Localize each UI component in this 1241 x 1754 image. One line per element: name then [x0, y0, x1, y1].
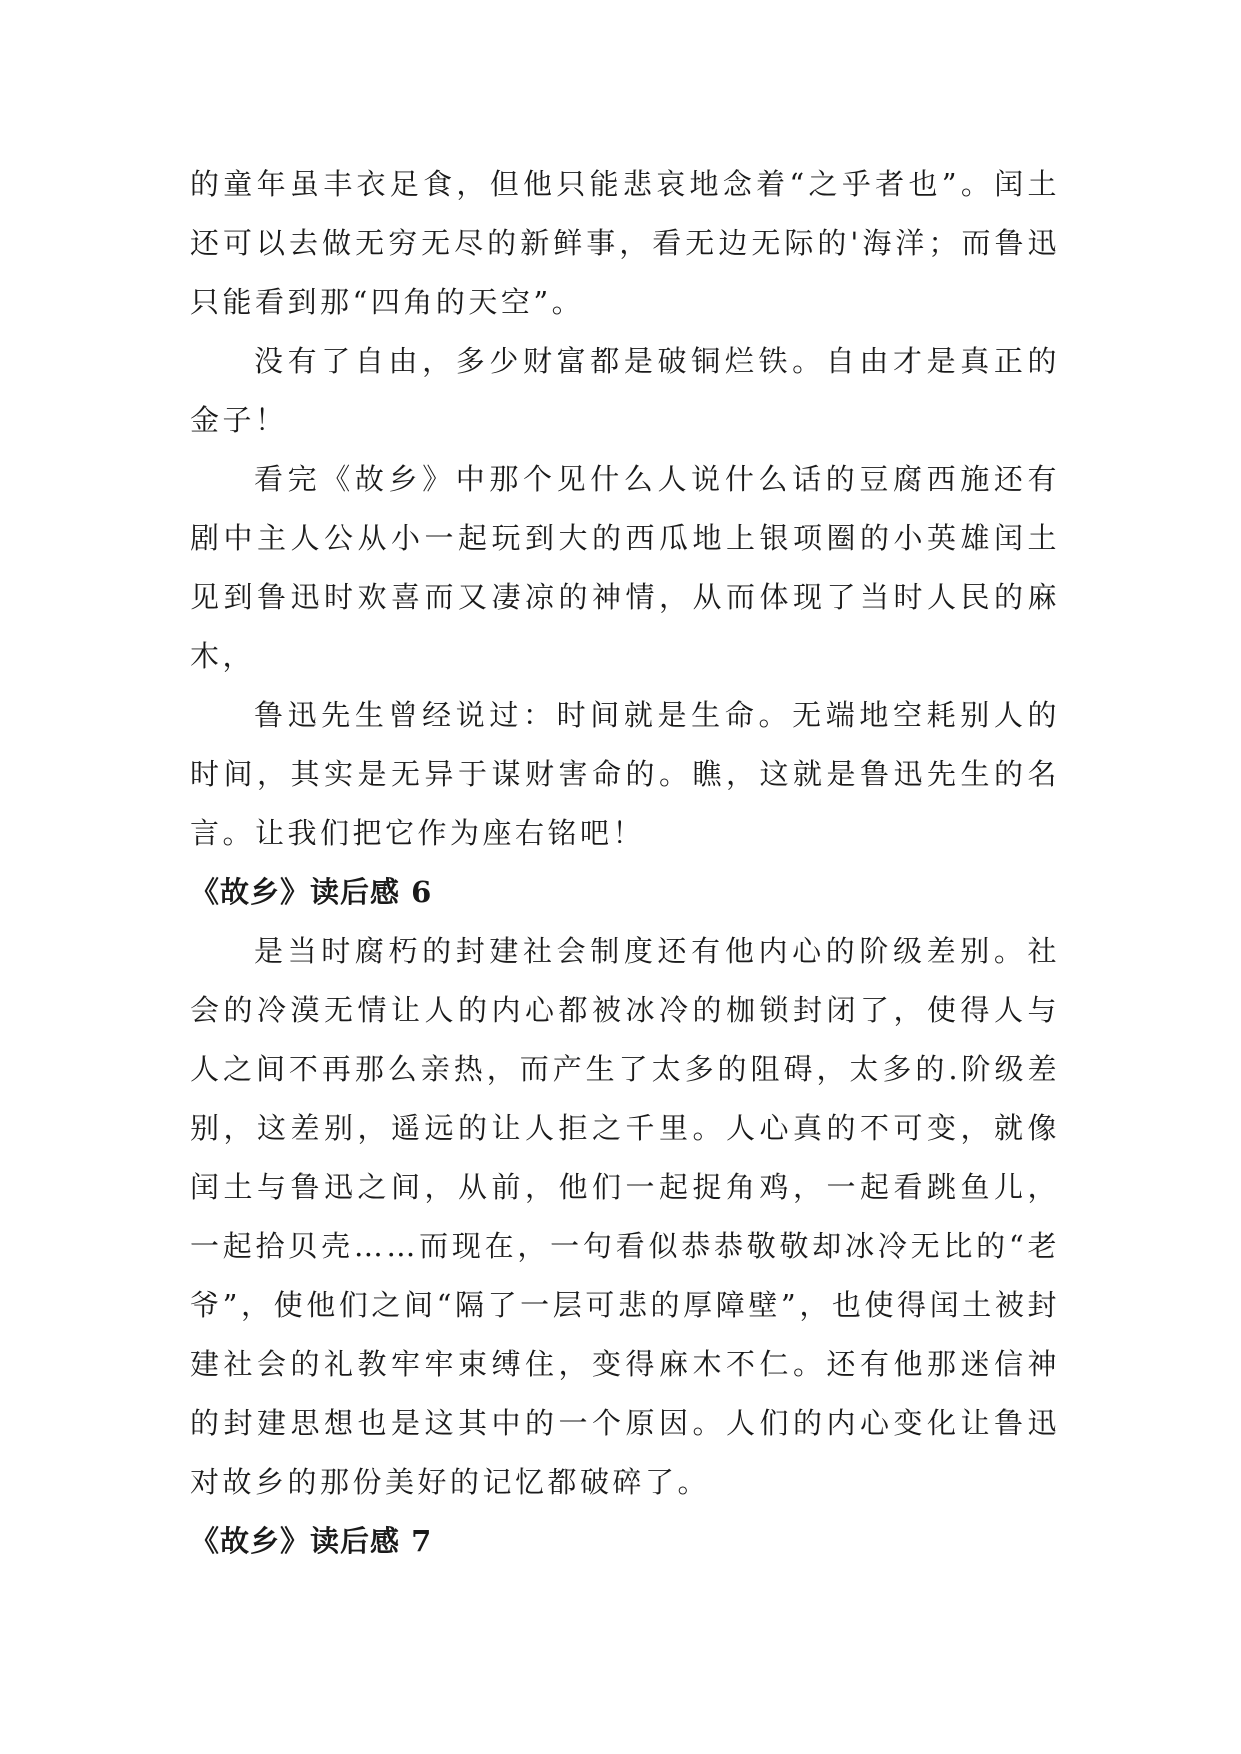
paragraph-3: 看完《故乡》中那个见什么人说什么话的豆腐西施还有剧中主人公从小一起玩到大的西瓜地上银项圈的小英雄闰土见到鲁迅时欢喜而又凄凉的神情，从而体现了当时人民的麻木，: [190, 462, 1060, 673]
paragraph-5: 是当时腐朽的封建社会制度还有他内心的阶级差别。社会的冷漠无情让人的内心都被冰冷的枷锁封闭了，使得人与人之间不再那么亲热，而产生了太多的阻碍，太多的.阶级差别，这差别，遥远的让人拒之千里。人心真的不可变，就像闰土与鲁迅之间，从前，他们一起捉角鸡，一起看跳鱼儿，一起拾贝壳……而现在，一句看似恭恭敬敬却冰冷无比的“老爷”，使他们之间“隔了一层可悲的厚障壁”，也使得闰土被封建社会的礼教牢牢束缚住，变得麻木不仁。还有他那迷信神的封建思想也是这其中的一个原因。人们的内心变化让鲁迅对故乡的那份美好的记忆都破碎了。: [190, 934, 1060, 1499]
section-heading-6: 《故乡》读后感 6: [190, 875, 433, 909]
paragraph-1: 的童年虽丰衣足食，但他只能悲哀地念着“之乎者也”。闰土还可以去做无穷无尽的新鲜事，看无边无际的'海洋；而鲁迅只能看到那“四角的天空”。: [190, 167, 1060, 319]
section-heading-7: 《故乡》读后感 7: [190, 1524, 433, 1558]
paragraph-2: 没有了自由，多少财富都是破铜烂铁。自由才是真正的金子！: [190, 344, 1060, 437]
paragraph-4: 鲁迅先生曾经说过：时间就是生命。无端地空耗别人的时间，其实是无异于谋财害命的。瞧，这就是鲁迅先生的名言。让我们把它作为座右铭吧！: [190, 698, 1060, 850]
document-body: [190, 155, 1060, 1571]
